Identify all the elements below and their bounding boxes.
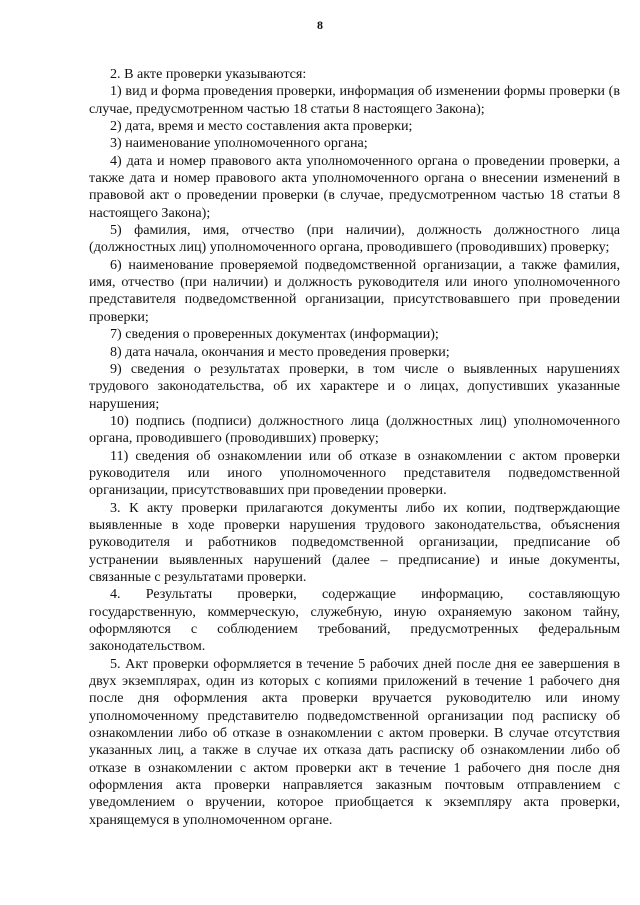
list-item-3: 3) наименование уполномоченного органа; <box>110 135 368 152</box>
list-item-9: 9) сведения о результатах проверки, в том числе о выявленных нарушениях трудового законодательства, об их характере и о лицах, допустивших указанные нарушения; <box>89 360 620 412</box>
paragraph-section-2-heading: 2. В акте проверки указываются: <box>110 66 307 82</box>
list-item-5: 5) фамилия, имя, отчество (при наличии), должность должностного лица (должностных лиц) уполномоченного органа, проводившего (проводивших) проверку; <box>89 222 620 256</box>
list-item-6: 6) наименование проверяемой подведомственной организации, а также фамилия, имя, отчество (при наличии) и должность руководителя или иного уполномоченного представителя подведомственной организации, присутствовавшего при проведении проверки; <box>89 256 620 325</box>
page-number: 8 <box>317 18 323 32</box>
list-item-10: 10) подпись (подписи) должностного лица (должностных лиц) уполномоченного органа, проводившего (проводивших) проверку; <box>89 412 620 447</box>
list-item-1: 1) вид и форма проведения проверки, информация об изменении формы проверки (в случае, предусмотренном частью 18 статьи 8 настоящего Закона); <box>89 83 620 117</box>
list-item-8: 8) дата начала, окончания и место проведения проверки; <box>110 343 450 360</box>
list-item-4: 4) дата и номер правового акта уполномоченного органа о проведении проверки, а также дата и номер правового акта уполномоченного органа о внесении изменений в правовой акт о проведении проверки (в случае, предусмотренном частью 18 статьи 8 настоящего Закона); <box>89 152 620 221</box>
paragraph-section-4: 4. Результаты проверки, содержащие информацию, составляющую государственную, коммерческую, служебную, иную охраняемую законом тайну, оформляются с соблюдением требований, предусмотренных федеральным законодательством. <box>89 586 620 655</box>
paragraph-section-3: 3. К акту проверки прилагаются документы либо их копии, подтверждающие выявленные в ходе проверки нарушения трудового законодательства, объяснения руководителя и работников подведомственной организации, предписание об устранении выявленных нарушений (далее – предписание) и иные документы, связанные с результатами проверки. <box>89 499 620 585</box>
document-body <box>89 66 620 829</box>
paragraph-section-5: 5. Акт проверки оформляется в течение 5 рабочих дней после дня ее завершения в двух экземплярах, один из которых с копиями приложений в течение 1 рабочего дня после дня оформления акта проверки вручается руководителю или иному уполномоченному представителю подведомственной организации под расписку об ознакомлении либо об отказе в ознакомлении с актом проверки. В случае отсутствия указанных лиц, а также в случае их отказа дать расписку об ознакомлении либо об отказе в ознакомлении с актом проверки акт в течение 1 рабочего дня после дня оформления акта проверки направляется заказным почтовым отправлением с уведомлением о вручении, которое приобщается к экземпляру акта проверки, хранящемуся в уполномоченном органе. <box>89 655 620 828</box>
list-item-7: 7) сведения о проверенных документах (информации); <box>110 326 439 343</box>
list-item-2: 2) дата, время и место составления акта проверки; <box>110 118 413 135</box>
list-item-11: 11) сведения об ознакомлении или об отказе в ознакомлении с актом проверки руководителя или иного уполномоченного представителя подведомственной организации, присутствовавших при проведении проверки. <box>89 447 620 499</box>
